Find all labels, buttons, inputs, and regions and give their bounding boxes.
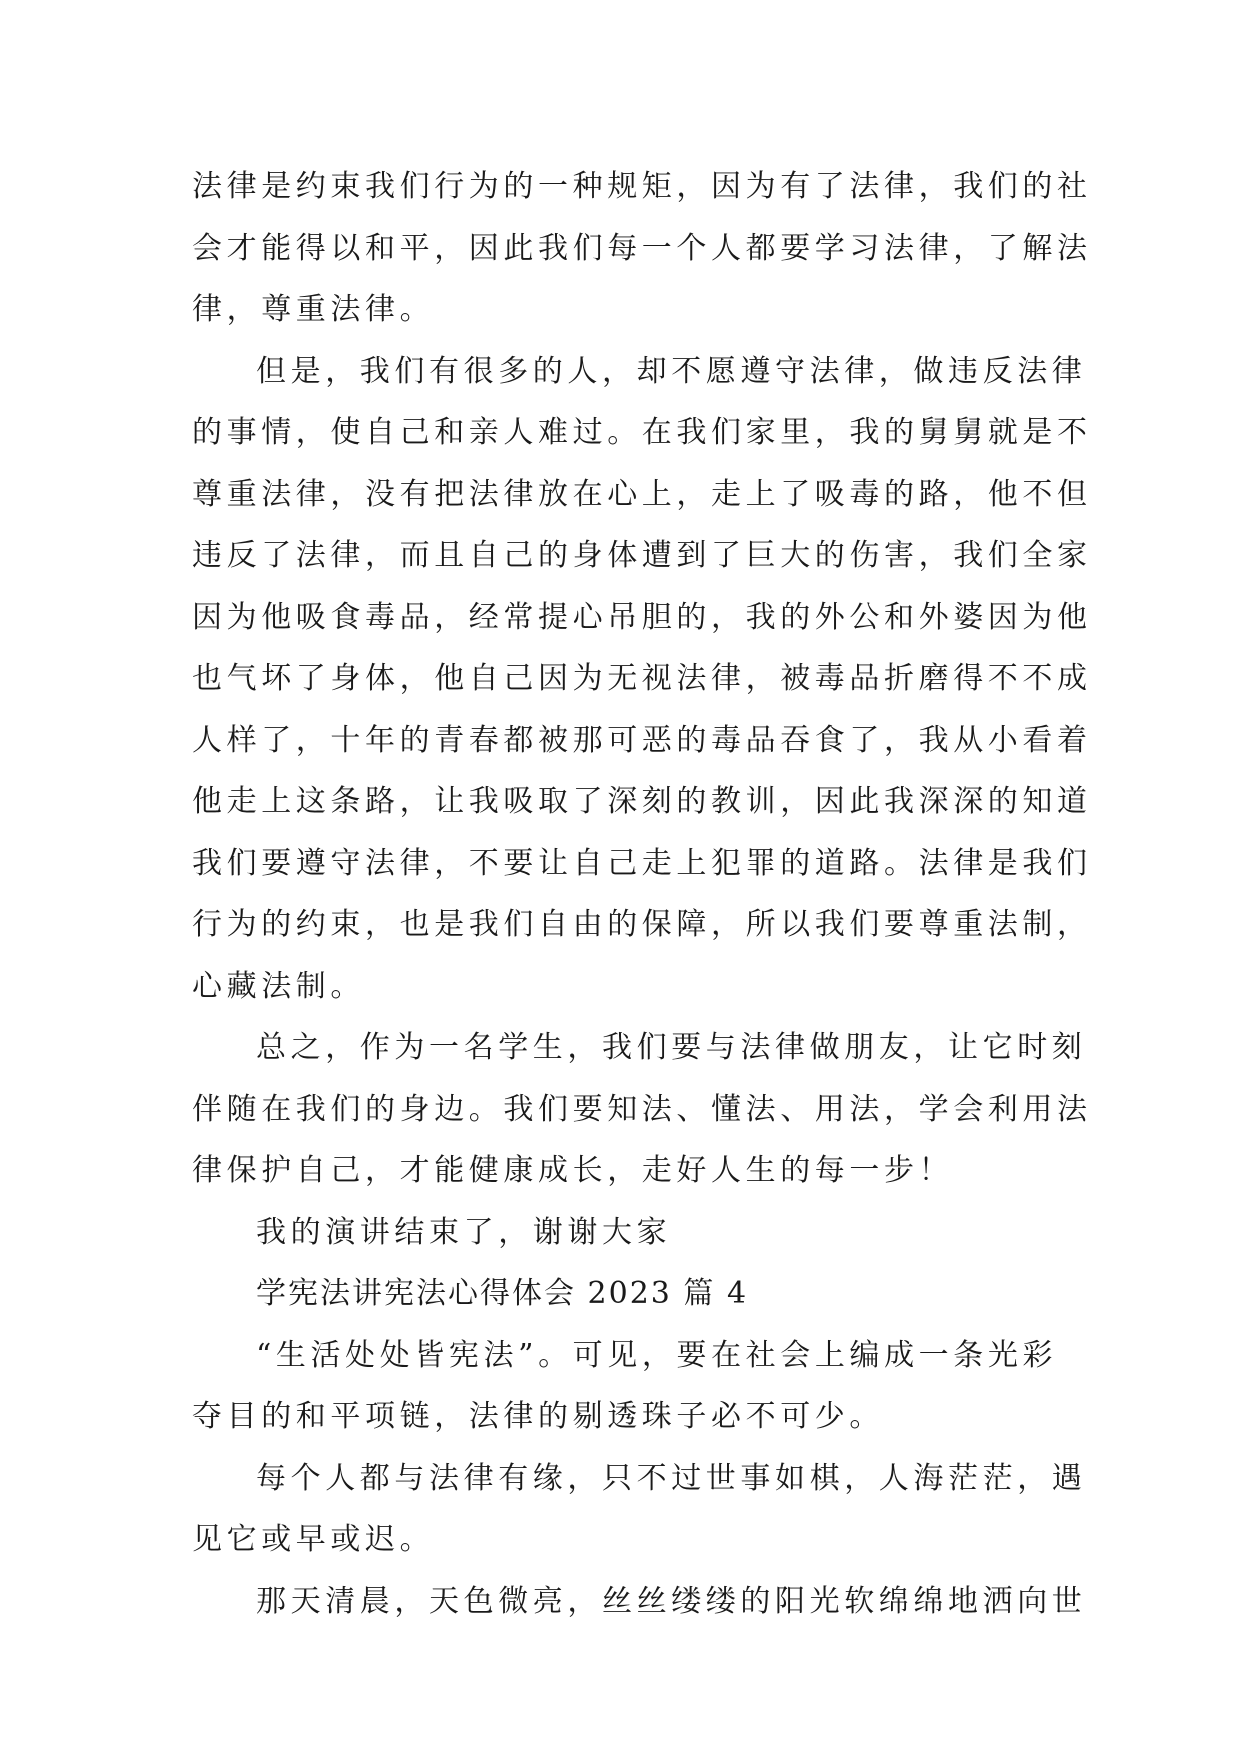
- text-line: 行为的约束，也是我们自由的保障，所以我们要尊重法制，: [192, 907, 1092, 942]
- text-line: 他走上这条路，让我吸取了深刻的教训，因此我深深的知道: [192, 784, 1092, 819]
- text-line: 律保护自己，才能健康成长，走好人生的每一步！: [192, 1153, 954, 1188]
- text-line: 律，尊重法律。: [192, 292, 435, 327]
- section-heading: 学宪法讲宪法心得体会 2023 篇 4: [256, 1276, 749, 1311]
- text-line: 见它或早或迟。: [192, 1522, 435, 1557]
- text-line: 夺目的和平项链，法律的剔透珠子必不可少。: [192, 1399, 884, 1434]
- paragraph-start-line: “生活处处皆宪法”。可见，要在社会上编成一条光彩: [256, 1337, 1058, 1373]
- paragraph-start-line: 总之，作为一名学生，我们要与法律做朋友，让它时刻: [256, 1030, 1087, 1065]
- text-line: 法律是约束我们行为的一种规矩，因为有了法律，我们的社: [192, 169, 1092, 204]
- document-body: [192, 156, 1092, 1632]
- text-line: 尊重法律，没有把法律放在心上，走上了吸毒的路，他不但: [192, 476, 1092, 512]
- paragraph-start-line: 我的演讲结束了，谢谢大家: [256, 1214, 672, 1250]
- text-line: 我们要遵守法律，不要让自己走上犯罪的道路。法律是我们: [192, 845, 1092, 881]
- paragraph-start-line: 每个人都与法律有缘，只不过世事如棋，人海茫茫，遇: [256, 1460, 1087, 1496]
- text-line: 心藏法制。: [192, 968, 365, 1004]
- text-line: 违反了法律，而且自己的身体遭到了巨大的伤害，我们全家: [192, 538, 1092, 573]
- text-line: 的事情，使自己和亲人难过。在我们家里，我的舅舅就是不: [192, 415, 1092, 450]
- text-line: 因为他吸食毒品，经常提心吊胆的，我的外公和外婆因为他: [192, 599, 1092, 635]
- text-line: 人样了，十年的青春都被那可恶的毒品吞食了，我从小看着: [192, 722, 1092, 758]
- text-line: 会才能得以和平，因此我们每一个人都要学习法律，了解法: [192, 230, 1092, 266]
- text-line: 也气坏了身体，他自己因为无视法律，被毒品折磨得不不成: [192, 661, 1092, 696]
- text-line: 伴随在我们的身边。我们要知法、懂法、用法，学会利用法: [192, 1091, 1092, 1127]
- paragraph-start-line: 但是，我们有很多的人，却不愿遵守法律，做违反法律: [256, 353, 1087, 389]
- paragraph-start-line: 那天清晨，天色微亮，丝丝缕缕的阳光软绵绵地洒向世: [256, 1583, 1087, 1619]
